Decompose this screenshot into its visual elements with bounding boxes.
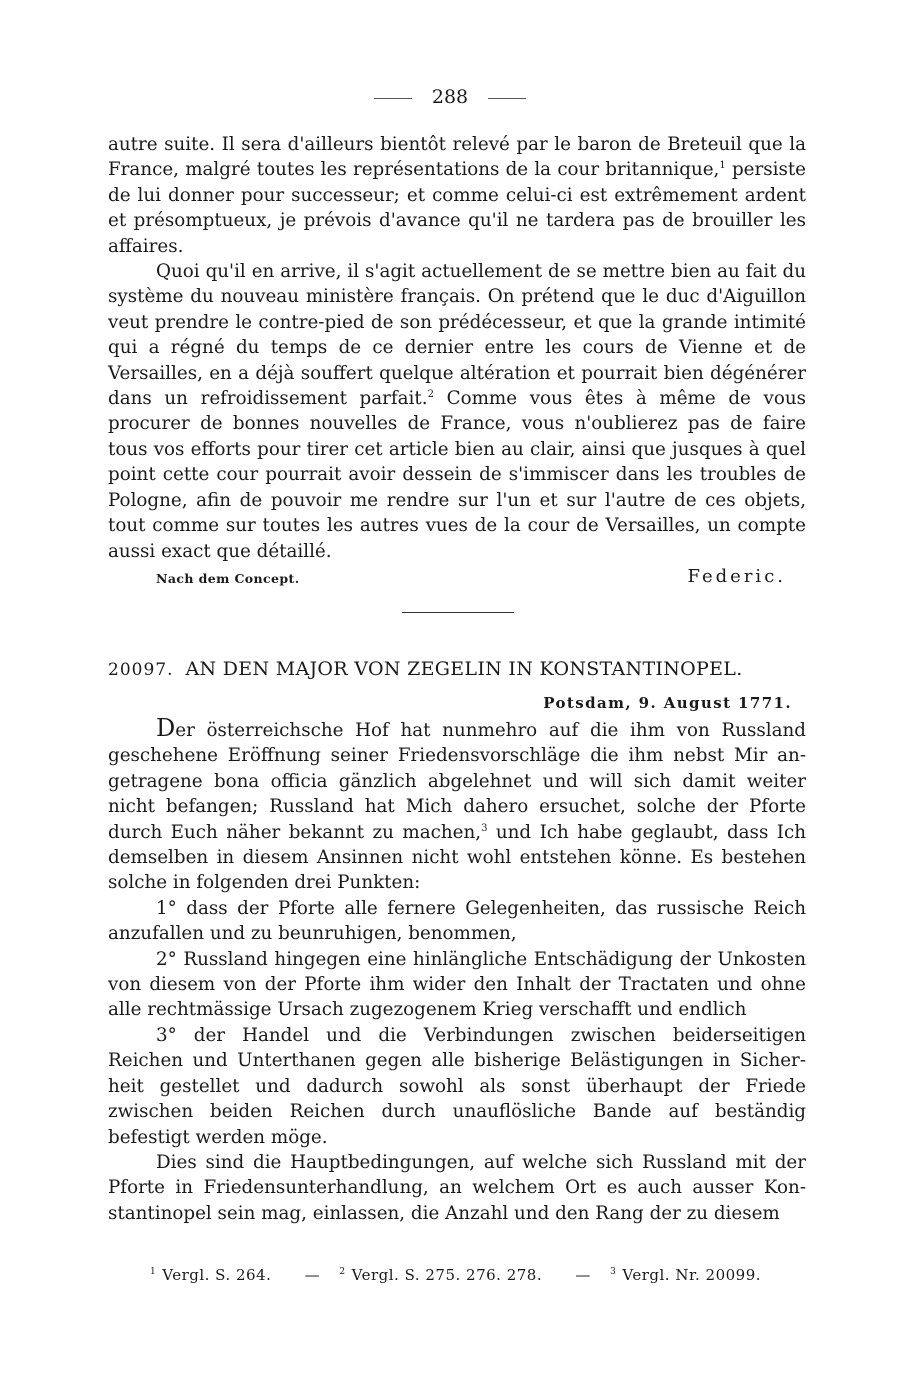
- letter1-body: [108, 132, 806, 564]
- header-dash-right: [488, 98, 526, 99]
- source-note: Nach dem Concept.: [156, 571, 300, 586]
- letter2-p1-text-b: und Ich habe geglaubt, dass Ich demselben in diesem Ansinnen nicht wohl entstehen könne. Es bestehen solche in folgenden drei Punkten:: [108, 821, 807, 894]
- letter1-p2-text-b: Comme vous êtes à même de vous procurer de bonnes nouvelles de France, vous n'oublierez pas de faire tous vos efforts pour tirer cet article bien au clair, ainsi que jusques à quel point cette cour pourrait avoir dessein de s'immiscer dans les troubles de Pologne, afin de pouvoir me rendre sur l'un et sur l'autre de ces objets, tout comme sur toutes les autres vues de la cour de Versailles, un compte aussi exact que détaillé.: [108, 388, 807, 562]
- footnote-separator-2: —: [575, 1266, 591, 1284]
- header-dash-left: [374, 98, 412, 99]
- letter2-heading: [108, 658, 808, 680]
- footnote-ref-2: 2: [427, 389, 434, 401]
- footnote-mark-1: 1: [150, 1267, 157, 1277]
- letter2-body: [108, 716, 806, 1226]
- section-divider: [402, 612, 514, 613]
- footnote-3: [610, 1266, 775, 1284]
- footnote-separator-1: —: [304, 1266, 321, 1284]
- footnote-1: [150, 1266, 285, 1284]
- letter2-paragraph-2: Dies sind die Hauptbedingungen, auf welche sich Russland mit der Pforte in Friedensunterhandlung, an welchem Ort es auch ausser Konstantinopel sein mag, einlassen, die Anzahl und den Rang der zu diesem: [108, 1151, 806, 1224]
- page-number: 288: [431, 86, 469, 108]
- footnote-text-3: Vergl. Nr. 20099.: [622, 1266, 762, 1284]
- letter1-paragraph-2: [108, 259, 806, 564]
- page-header: [0, 86, 900, 108]
- point-1: 1° dass der Pforte alle fernere Gelegenheiten, das russische Reich anzufallen und zu beunruhigen, benommen,: [108, 897, 806, 945]
- drop-initial: D: [156, 714, 176, 742]
- letter1-p2-text-a: Quoi qu'il en arrive, il s'agit actuellement de se mettre bien au fait du système du nouveau ministère français. On prétend que le duc d'Aiguillon veut prendre le contre-pied de son prédécesseur, et que la grande intimité qui a régné du temps de ce dernier entre les cours de Vienne et de Versailles, en a déjà souffert quelque altération et pourrait bien dégénérer dans un refroidissement parfait.: [108, 261, 806, 410]
- letter1-paragraph-1: [108, 132, 806, 259]
- footnote-mark-2: 2: [339, 1267, 346, 1277]
- letter2-title: AN DEN MAJOR VON ZEGELIN IN KONSTANTINOPEL.: [185, 658, 743, 680]
- letter2-number: 20097.: [108, 660, 174, 680]
- footnote-2: [339, 1266, 556, 1284]
- letter2-p1-text-a: er österreichsche Hof hat nunmehro auf die ihm von Russland geschehene Eröffnung seiner Friedensvorschläge die ihm nebst Mir angetragene bona officia gänzlich abgelehnet und will sich damit weiter nicht befangen; Russland hat Mich dahero ersuchet, solche der Pforte durch Euch näher bekannt zu machen,: [108, 720, 806, 843]
- letter1-p1-text-b: persiste de lui donner pour successeur; et comme celui-ci est extrêmement ardent et présomptueux, je prévois d'avance qu'il ne tardera pas de brouiller les affaires.: [108, 159, 806, 257]
- letter2-dateline: Potsdam, 9. August 1771.: [543, 694, 792, 712]
- footnote-text-2: Vergl. S. 275. 276. 278.: [351, 1266, 543, 1284]
- footnote-ref-3: 3: [481, 822, 488, 834]
- letter1-closing: [156, 566, 786, 592]
- signature: Federic.: [687, 566, 786, 587]
- footnotes: [150, 1266, 790, 1284]
- letter2-paragraph-1: [108, 716, 806, 896]
- footnote-ref-1: 1: [719, 160, 726, 172]
- point-3: 3° der Handel und die Verbindungen zwischen beiderseitigen Reichen und Unterthanen gegen alle bisherige Belästigungen in Sicherheit gestellet und dadurch sowohl als sonst überhaupt der Friede zwischen beiden Reichen durch unauflösliche Bande auf beständig befestigt werden möge.: [108, 1024, 806, 1148]
- footnote-text-1: Vergl. S. 264.: [162, 1266, 272, 1284]
- point-2: 2° Russland hingegen eine hinlängliche Entschädigung der Unkosten von diesem von der Pforte ihm wider den Inhalt der Tractaten und ohne alle rechtmässige Ursach zugezogenem Krieg verschafft und endlich: [108, 948, 806, 1021]
- letter1-p1-text-a: autre suite. Il sera d'ailleurs bientôt relevé par le baron de Breteuil que la France, malgré toutes les représentations de la cour britannique,: [108, 134, 806, 181]
- footnote-mark-3: 3: [610, 1267, 617, 1277]
